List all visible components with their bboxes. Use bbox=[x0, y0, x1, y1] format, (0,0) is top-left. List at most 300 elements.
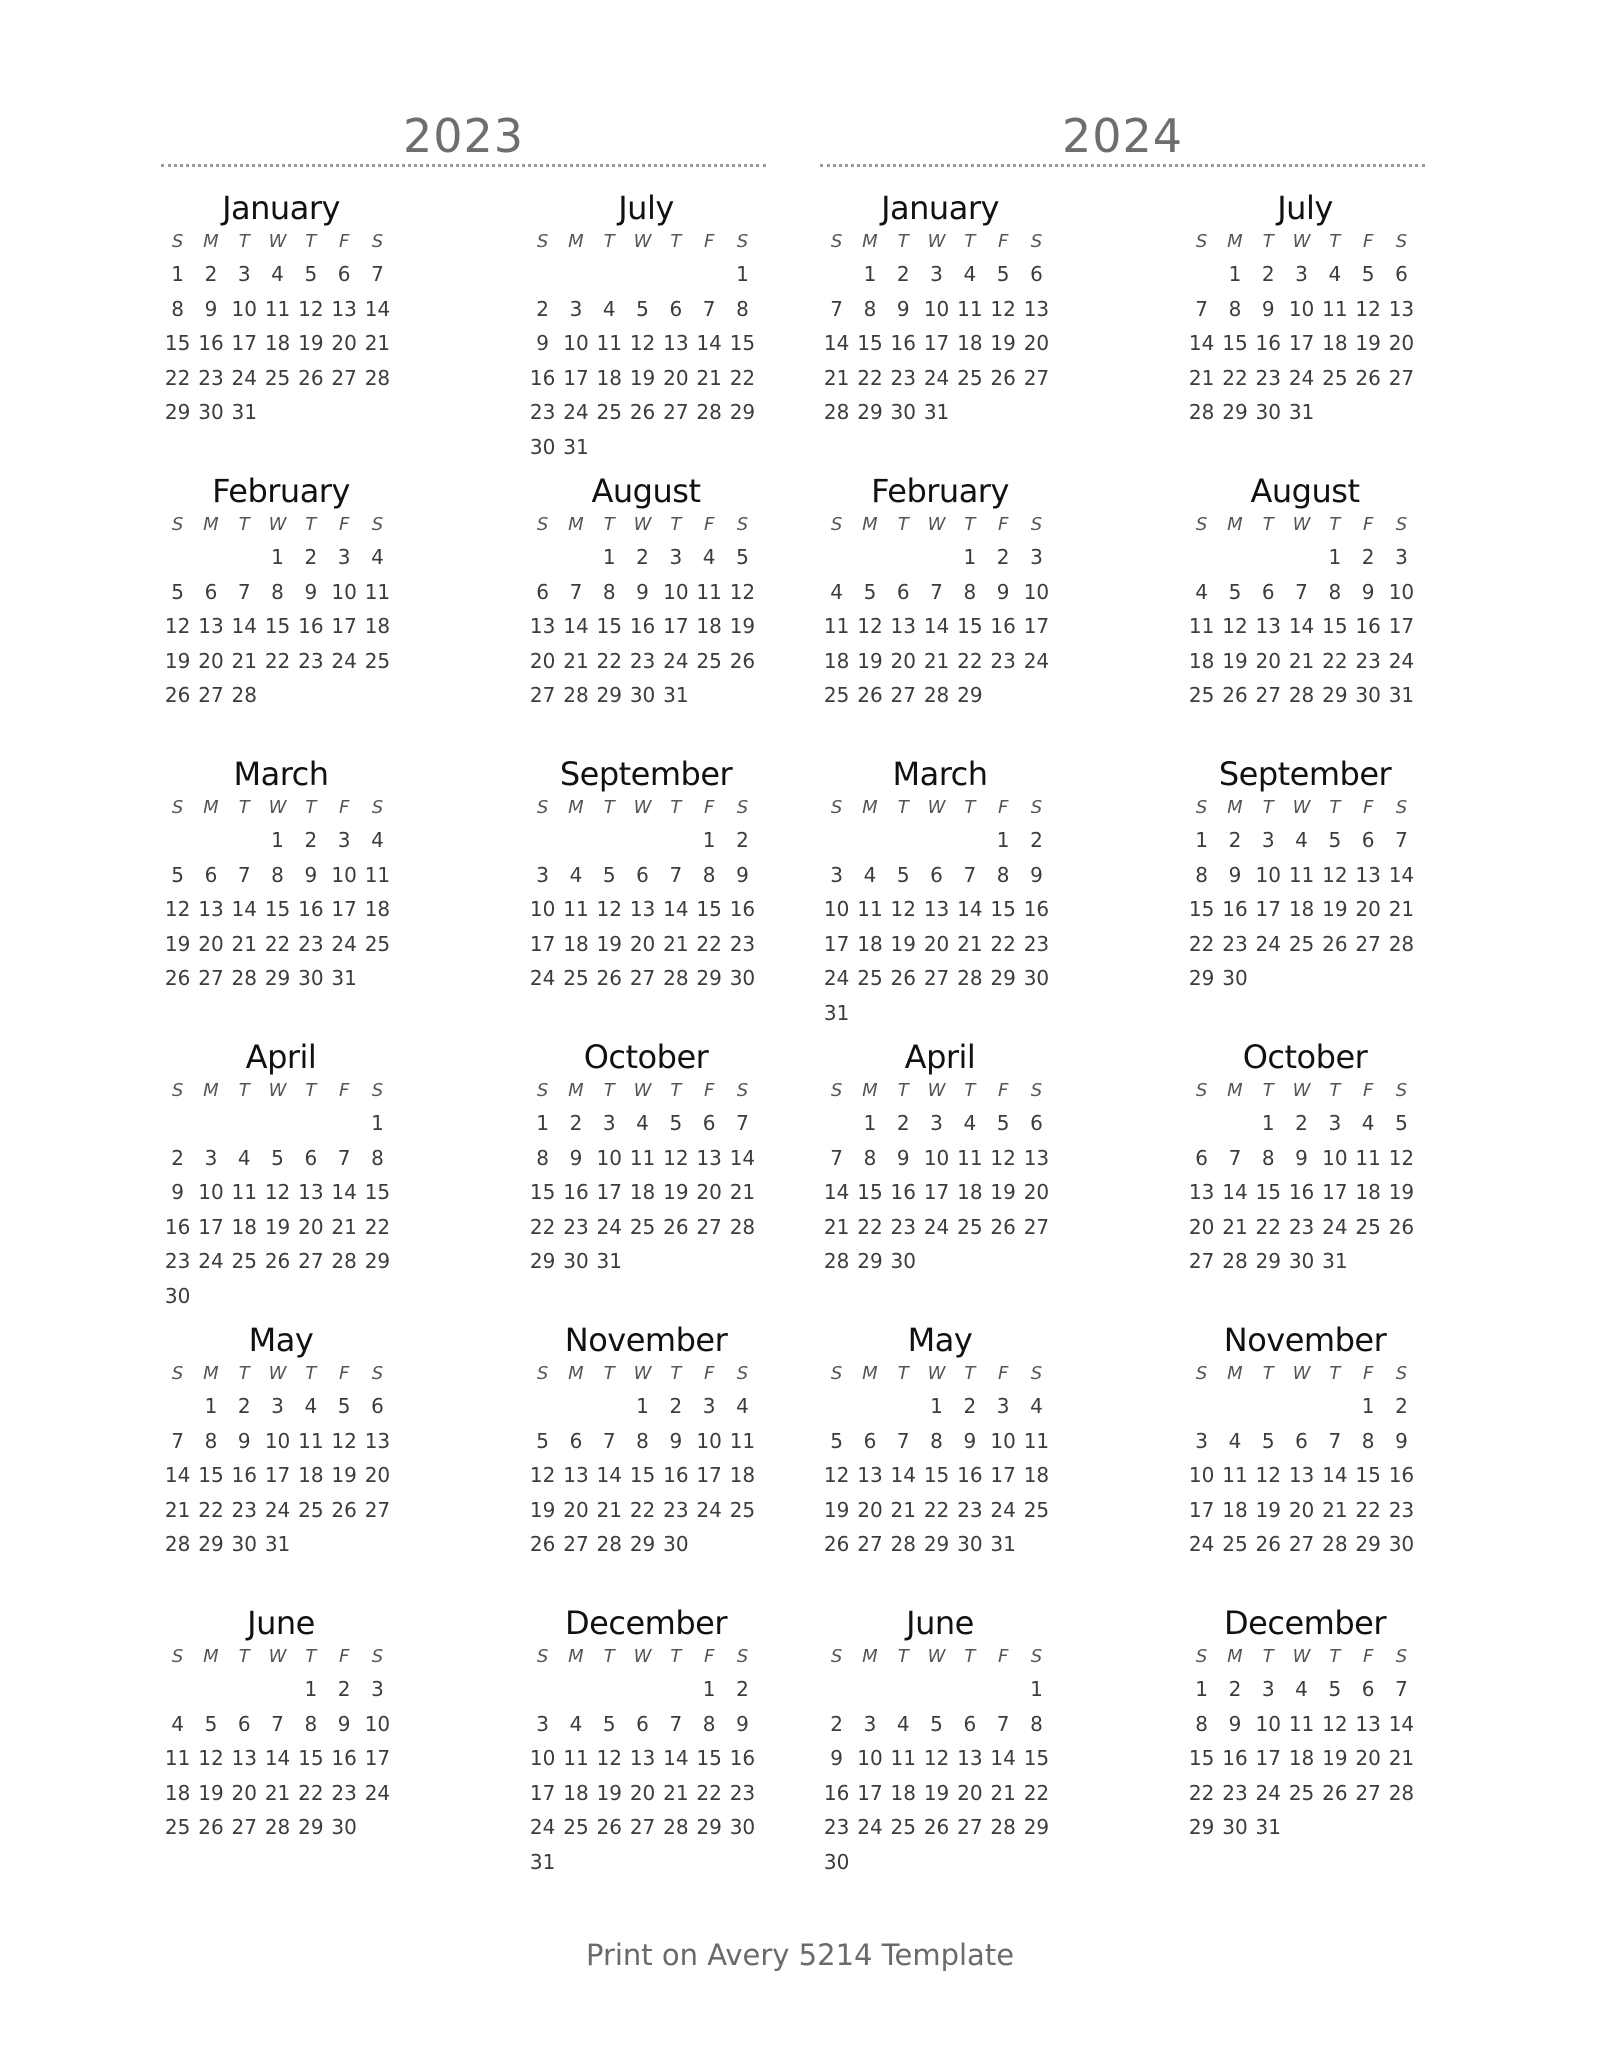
day-number: 9 bbox=[304, 579, 318, 604]
day-number: 3 bbox=[1328, 1111, 1342, 1135]
day-number: 11 bbox=[563, 897, 589, 922]
weekday-label: F bbox=[703, 231, 715, 252]
day-number: 28 bbox=[1322, 1532, 1348, 1557]
day-number: 8 bbox=[1228, 296, 1242, 321]
day-number: 29 bbox=[1222, 400, 1248, 425]
day-number: 15 bbox=[529, 1180, 556, 1205]
day-number: 8 bbox=[1030, 1711, 1043, 1736]
day-number: 15 bbox=[1322, 614, 1348, 639]
day-number: 6 bbox=[1361, 1677, 1375, 1701]
day-number: 4 bbox=[1295, 828, 1308, 852]
day-number: 28 bbox=[890, 1532, 916, 1557]
day-number: 12 bbox=[923, 1746, 950, 1771]
day-number: 20 bbox=[331, 331, 357, 356]
day-number: 6 bbox=[863, 1428, 877, 1453]
day-number: 10 bbox=[364, 1711, 391, 1736]
weekday-label: T bbox=[305, 1363, 317, 1384]
day-number: 31 bbox=[663, 683, 689, 708]
weekday-label: F bbox=[997, 797, 1009, 818]
day-number: 22 bbox=[264, 931, 291, 956]
day-number: 1 bbox=[636, 1394, 649, 1418]
day-number: 5 bbox=[204, 1711, 218, 1736]
day-number: 13 bbox=[629, 1746, 656, 1771]
weekday-label: T bbox=[964, 1080, 976, 1101]
day-number: 17 bbox=[1188, 1497, 1215, 1522]
day-number: 17 bbox=[663, 614, 689, 639]
day-number: 12 bbox=[1322, 862, 1348, 887]
day-number: 18 bbox=[1222, 1497, 1248, 1522]
day-grid bbox=[820, 510, 1060, 713]
empty-day-cell bbox=[626, 257, 659, 292]
empty-day-cell bbox=[194, 823, 227, 858]
day-number: 23 bbox=[663, 1497, 689, 1522]
weekday-label: W bbox=[268, 797, 287, 818]
day-number: 30 bbox=[1388, 1532, 1415, 1557]
day-number: 23 bbox=[298, 648, 324, 673]
day-number: 7 bbox=[337, 1145, 351, 1170]
day-number: 19 bbox=[990, 331, 1016, 356]
day-number: 16 bbox=[298, 614, 324, 639]
day-number: 9 bbox=[1395, 1428, 1408, 1453]
weekday-label: T bbox=[670, 797, 682, 818]
day-number: 9 bbox=[337, 1711, 351, 1736]
day-number: 16 bbox=[729, 1746, 756, 1771]
day-number: 24 bbox=[1288, 365, 1315, 390]
day-number: 5 bbox=[602, 1711, 616, 1736]
day-number: 12 bbox=[1388, 1145, 1415, 1170]
weekday-label: M bbox=[203, 797, 219, 818]
weekday-label: W bbox=[1292, 1080, 1311, 1101]
empty-day-cell bbox=[1318, 1389, 1351, 1424]
day-number: 11 bbox=[364, 862, 391, 887]
day-number: 30 bbox=[663, 1532, 689, 1557]
day-number: 8 bbox=[1261, 1145, 1275, 1170]
day-number: 7 bbox=[1295, 579, 1308, 604]
day-number: 4 bbox=[963, 1111, 977, 1135]
day-number: 7 bbox=[996, 1711, 1010, 1736]
day-number: 12 bbox=[990, 296, 1016, 321]
day-number: 26 bbox=[596, 1815, 622, 1840]
day-number: 24 bbox=[231, 365, 257, 390]
day-number: 15 bbox=[696, 897, 722, 922]
day-number: 5 bbox=[736, 545, 749, 569]
weekday-label: T bbox=[897, 231, 909, 252]
day-number: 20 bbox=[364, 1463, 391, 1488]
day-number: 27 bbox=[663, 400, 689, 425]
day-number: 26 bbox=[1355, 365, 1381, 390]
day-number: 19 bbox=[164, 931, 191, 956]
day-grid bbox=[526, 510, 766, 713]
day-number: 3 bbox=[1295, 262, 1308, 286]
weekday-label: W bbox=[633, 797, 652, 818]
day-number: 18 bbox=[1322, 331, 1348, 356]
day-number: 1 bbox=[1030, 1677, 1043, 1701]
day-grid bbox=[161, 1642, 401, 1845]
weekday-label: M bbox=[1227, 797, 1243, 818]
weekday-label: T bbox=[1262, 231, 1274, 252]
weekday-label: S bbox=[171, 1080, 184, 1101]
weekday-label: W bbox=[633, 514, 652, 535]
day-number: 1 bbox=[702, 1677, 716, 1701]
day-number: 18 bbox=[1288, 897, 1315, 922]
day-number: 4 bbox=[304, 1394, 318, 1418]
day-number: 11 bbox=[1188, 614, 1215, 639]
day-number: 23 bbox=[1388, 1497, 1415, 1522]
day-number: 19 bbox=[990, 1180, 1016, 1205]
day-number: 7 bbox=[1395, 1677, 1408, 1701]
day-number: 16 bbox=[563, 1180, 589, 1205]
empty-day-cell bbox=[194, 1672, 227, 1707]
weekday-label: S bbox=[171, 514, 184, 535]
weekday-label: S bbox=[1395, 231, 1408, 252]
weekday-label: S bbox=[536, 1646, 549, 1667]
weekday-label: F bbox=[338, 231, 350, 252]
day-number: 4 bbox=[171, 1711, 185, 1736]
day-number: 15 bbox=[298, 1746, 324, 1771]
day-grid bbox=[820, 1359, 1060, 1562]
day-number: 31 bbox=[923, 400, 950, 425]
day-number: 30 bbox=[629, 683, 656, 708]
month-name: October bbox=[583, 1038, 709, 1076]
day-number: 20 bbox=[231, 1780, 257, 1805]
weekday-label: T bbox=[897, 1363, 909, 1384]
weekday-label: T bbox=[1329, 1646, 1341, 1667]
day-number: 10 bbox=[663, 579, 689, 604]
day-number: 1 bbox=[702, 828, 716, 852]
day-number: 20 bbox=[696, 1180, 722, 1205]
day-number: 4 bbox=[963, 262, 977, 286]
day-number: 11 bbox=[629, 1145, 656, 1170]
day-number: 16 bbox=[1222, 1746, 1248, 1771]
day-number: 19 bbox=[923, 1780, 950, 1805]
day-number: 11 bbox=[1322, 296, 1348, 321]
day-number: 10 bbox=[823, 897, 850, 922]
day-number: 17 bbox=[1288, 331, 1315, 356]
empty-day-cell bbox=[1285, 1389, 1318, 1424]
day-number: 18 bbox=[629, 1180, 656, 1205]
day-number: 24 bbox=[596, 1214, 622, 1239]
day-number: 10 bbox=[529, 1746, 556, 1771]
day-grid bbox=[1185, 510, 1425, 713]
weekday-label: M bbox=[862, 1646, 878, 1667]
day-number: 29 bbox=[629, 1532, 656, 1557]
day-number: 6 bbox=[1030, 262, 1043, 286]
day-number: 10 bbox=[990, 1428, 1016, 1453]
day-number: 11 bbox=[231, 1180, 257, 1205]
day-number: 17 bbox=[1255, 897, 1281, 922]
day-number: 1 bbox=[536, 1111, 550, 1135]
day-number: 4 bbox=[371, 828, 384, 852]
weekday-label: F bbox=[1362, 1363, 1374, 1384]
day-number: 17 bbox=[529, 931, 556, 956]
month-calendar bbox=[161, 189, 401, 472]
day-number: 7 bbox=[171, 1428, 185, 1453]
day-number: 19 bbox=[890, 931, 916, 956]
empty-day-cell bbox=[659, 257, 692, 292]
day-number: 21 bbox=[696, 365, 722, 390]
day-number: 3 bbox=[536, 1711, 550, 1736]
day-number: 22 bbox=[1322, 648, 1348, 673]
empty-day-cell bbox=[820, 1389, 853, 1424]
day-grid bbox=[820, 227, 1060, 430]
empty-day-cell bbox=[526, 823, 559, 858]
weekday-label: T bbox=[670, 231, 682, 252]
empty-day-cell bbox=[626, 823, 659, 858]
day-number: 26 bbox=[164, 683, 191, 708]
day-number: 16 bbox=[198, 331, 224, 356]
day-number: 8 bbox=[1328, 579, 1342, 604]
day-number: 10 bbox=[1322, 1145, 1348, 1170]
weekday-label: S bbox=[171, 231, 184, 252]
day-number: 8 bbox=[204, 1428, 218, 1453]
day-number: 23 bbox=[823, 1815, 850, 1840]
day-number: 21 bbox=[823, 365, 850, 390]
empty-day-cell bbox=[659, 823, 692, 858]
day-number: 7 bbox=[830, 1145, 844, 1170]
day-number: 10 bbox=[923, 296, 950, 321]
day-number: 23 bbox=[529, 400, 556, 425]
empty-day-cell bbox=[526, 1672, 559, 1707]
weekday-label: S bbox=[1195, 797, 1208, 818]
day-number: 12 bbox=[164, 897, 191, 922]
day-number: 19 bbox=[596, 931, 622, 956]
day-number: 20 bbox=[563, 1497, 589, 1522]
day-number: 19 bbox=[596, 1780, 622, 1805]
day-grid bbox=[1185, 1642, 1425, 1845]
day-number: 26 bbox=[990, 365, 1016, 390]
day-number: 28 bbox=[331, 1249, 357, 1274]
day-number: 16 bbox=[890, 1180, 916, 1205]
day-grid bbox=[161, 793, 401, 996]
day-number: 8 bbox=[536, 1145, 550, 1170]
weekday-label: S bbox=[536, 1080, 549, 1101]
day-number: 23 bbox=[298, 931, 324, 956]
day-number: 24 bbox=[923, 365, 950, 390]
day-number: 22 bbox=[923, 1497, 950, 1522]
day-number: 9 bbox=[830, 1746, 844, 1771]
day-number: 2 bbox=[1030, 828, 1043, 852]
empty-day-cell bbox=[294, 1106, 327, 1141]
day-number: 31 bbox=[1322, 1249, 1348, 1274]
day-number: 22 bbox=[596, 648, 622, 673]
day-number: 16 bbox=[629, 614, 656, 639]
day-number: 2 bbox=[896, 1111, 910, 1135]
weekday-label: S bbox=[1030, 1646, 1043, 1667]
day-number: 5 bbox=[1261, 1428, 1275, 1453]
day-number: 30 bbox=[729, 1815, 756, 1840]
weekday-label: F bbox=[1362, 1646, 1374, 1667]
day-number: 25 bbox=[823, 683, 850, 708]
day-number: 4 bbox=[1295, 1677, 1308, 1701]
day-number: 5 bbox=[830, 1428, 844, 1453]
day-number: 17 bbox=[331, 897, 357, 922]
day-number: 21 bbox=[823, 1214, 850, 1239]
day-number: 11 bbox=[1288, 862, 1315, 887]
day-number: 8 bbox=[863, 296, 877, 321]
day-number: 3 bbox=[337, 828, 351, 852]
day-number: 6 bbox=[237, 1711, 251, 1736]
day-number: 29 bbox=[729, 400, 756, 425]
day-number: 28 bbox=[696, 400, 722, 425]
day-grid bbox=[526, 1642, 766, 1880]
day-number: 25 bbox=[1355, 1214, 1381, 1239]
day-number: 26 bbox=[1388, 1214, 1415, 1239]
empty-day-cell bbox=[559, 1389, 592, 1424]
day-number: 12 bbox=[1322, 1711, 1348, 1736]
day-number: 29 bbox=[1188, 1815, 1215, 1840]
day-number: 16 bbox=[231, 1463, 257, 1488]
day-number: 26 bbox=[164, 966, 191, 991]
day-number: 21 bbox=[1322, 1497, 1348, 1522]
day-number: 21 bbox=[231, 931, 257, 956]
day-number: 27 bbox=[231, 1815, 257, 1840]
day-number: 8 bbox=[702, 1711, 716, 1736]
day-number: 2 bbox=[1261, 262, 1275, 286]
weekday-label: S bbox=[1395, 1646, 1408, 1667]
day-number: 27 bbox=[298, 1249, 324, 1274]
day-number: 2 bbox=[171, 1145, 185, 1170]
day-number: 21 bbox=[1388, 1746, 1415, 1771]
day-number: 5 bbox=[171, 579, 185, 604]
day-number: 25 bbox=[1322, 365, 1348, 390]
day-number: 16 bbox=[298, 897, 324, 922]
day-number: 5 bbox=[996, 1111, 1010, 1135]
day-number: 25 bbox=[957, 365, 983, 390]
dotted-divider bbox=[820, 164, 1425, 167]
day-number: 14 bbox=[231, 614, 257, 639]
empty-day-cell bbox=[1252, 540, 1285, 575]
weekday-label: F bbox=[338, 1646, 350, 1667]
day-number: 8 bbox=[963, 579, 977, 604]
weekday-label: W bbox=[927, 514, 946, 535]
day-grid bbox=[1185, 793, 1425, 996]
weekday-label: S bbox=[736, 1080, 749, 1101]
day-number: 9 bbox=[963, 1428, 977, 1453]
day-number: 4 bbox=[636, 1111, 649, 1135]
day-number: 5 bbox=[1328, 828, 1342, 852]
day-number: 29 bbox=[264, 966, 291, 991]
day-number: 11 bbox=[1222, 1463, 1248, 1488]
day-number: 14 bbox=[596, 1463, 622, 1488]
weekday-label: T bbox=[238, 1646, 250, 1667]
day-number: 28 bbox=[364, 365, 391, 390]
empty-day-cell bbox=[593, 1672, 626, 1707]
day-number: 30 bbox=[1288, 1249, 1315, 1274]
weekday-label: T bbox=[897, 1080, 909, 1101]
day-number: 13 bbox=[331, 296, 357, 321]
day-number: 25 bbox=[1222, 1532, 1248, 1557]
month-calendar bbox=[1185, 755, 1425, 1038]
weekday-label: T bbox=[1329, 1363, 1341, 1384]
month-name: December bbox=[565, 1604, 727, 1642]
day-number: 27 bbox=[1023, 1214, 1050, 1239]
day-number: 29 bbox=[529, 1249, 556, 1274]
weekday-label: M bbox=[203, 514, 219, 535]
month-calendar bbox=[1185, 472, 1425, 755]
day-number: 16 bbox=[823, 1780, 850, 1805]
day-number: 12 bbox=[529, 1463, 556, 1488]
day-number: 11 bbox=[1288, 1711, 1315, 1736]
day-grid bbox=[1185, 1359, 1425, 1562]
day-number: 10 bbox=[1255, 1711, 1281, 1736]
day-number: 11 bbox=[696, 579, 722, 604]
day-number: 24 bbox=[923, 1214, 950, 1239]
weekday-label: W bbox=[1292, 514, 1311, 535]
day-grid bbox=[1185, 227, 1425, 430]
day-number: 13 bbox=[1355, 1711, 1381, 1736]
day-number: 17 bbox=[364, 1746, 391, 1771]
day-number: 9 bbox=[569, 1145, 583, 1170]
day-number: 14 bbox=[923, 614, 950, 639]
day-number: 27 bbox=[1023, 365, 1050, 390]
weekday-label: W bbox=[927, 797, 946, 818]
weekday-label: T bbox=[305, 797, 317, 818]
day-number: 5 bbox=[1361, 262, 1375, 286]
weekday-label: F bbox=[997, 1363, 1009, 1384]
day-number: 2 bbox=[1395, 1394, 1408, 1418]
day-number: 30 bbox=[198, 400, 224, 425]
day-number: 12 bbox=[164, 614, 191, 639]
day-number: 26 bbox=[264, 1249, 291, 1274]
day-number: 6 bbox=[1295, 1428, 1308, 1453]
empty-day-cell bbox=[559, 1672, 592, 1707]
day-number: 25 bbox=[957, 1214, 983, 1239]
month-name: April bbox=[904, 1038, 976, 1076]
weekday-label: M bbox=[568, 797, 584, 818]
day-number: 7 bbox=[569, 579, 583, 604]
day-number: 23 bbox=[990, 648, 1016, 673]
day-number: 19 bbox=[1388, 1180, 1415, 1205]
day-number: 14 bbox=[1388, 862, 1415, 887]
month-name: June bbox=[247, 1604, 315, 1642]
weekday-label: F bbox=[703, 1363, 715, 1384]
month-calendar bbox=[526, 1604, 766, 1887]
day-number: 12 bbox=[990, 1145, 1016, 1170]
day-number: 3 bbox=[602, 1111, 616, 1135]
day-number: 8 bbox=[736, 296, 749, 321]
day-number: 9 bbox=[669, 1428, 683, 1453]
day-number: 1 bbox=[1328, 545, 1342, 569]
day-number: 13 bbox=[563, 1463, 589, 1488]
day-number: 17 bbox=[857, 1780, 883, 1805]
day-number: 29 bbox=[364, 1249, 391, 1274]
day-grid bbox=[526, 1359, 766, 1562]
weekday-label: T bbox=[603, 1080, 615, 1101]
day-number: 17 bbox=[563, 365, 589, 390]
day-number: 24 bbox=[529, 1815, 556, 1840]
day-number: 13 bbox=[1288, 1463, 1315, 1488]
day-number: 13 bbox=[696, 1145, 722, 1170]
day-number: 15 bbox=[629, 1463, 656, 1488]
day-number: 17 bbox=[1255, 1746, 1281, 1771]
day-number: 14 bbox=[563, 614, 589, 639]
month-name: November bbox=[564, 1321, 728, 1359]
day-number: 15 bbox=[1023, 1746, 1050, 1771]
day-number: 20 bbox=[663, 365, 689, 390]
day-number: 1 bbox=[863, 262, 877, 286]
month-name: November bbox=[1223, 1321, 1387, 1359]
day-number: 6 bbox=[1030, 1111, 1043, 1135]
day-number: 29 bbox=[696, 966, 722, 991]
day-number: 9 bbox=[896, 296, 910, 321]
day-number: 16 bbox=[1255, 331, 1281, 356]
day-number: 5 bbox=[304, 262, 318, 286]
day-number: 26 bbox=[529, 1532, 556, 1557]
day-number: 25 bbox=[1188, 683, 1215, 708]
empty-day-cell bbox=[1185, 257, 1218, 292]
day-number: 29 bbox=[298, 1815, 324, 1840]
day-number: 30 bbox=[563, 1249, 589, 1274]
